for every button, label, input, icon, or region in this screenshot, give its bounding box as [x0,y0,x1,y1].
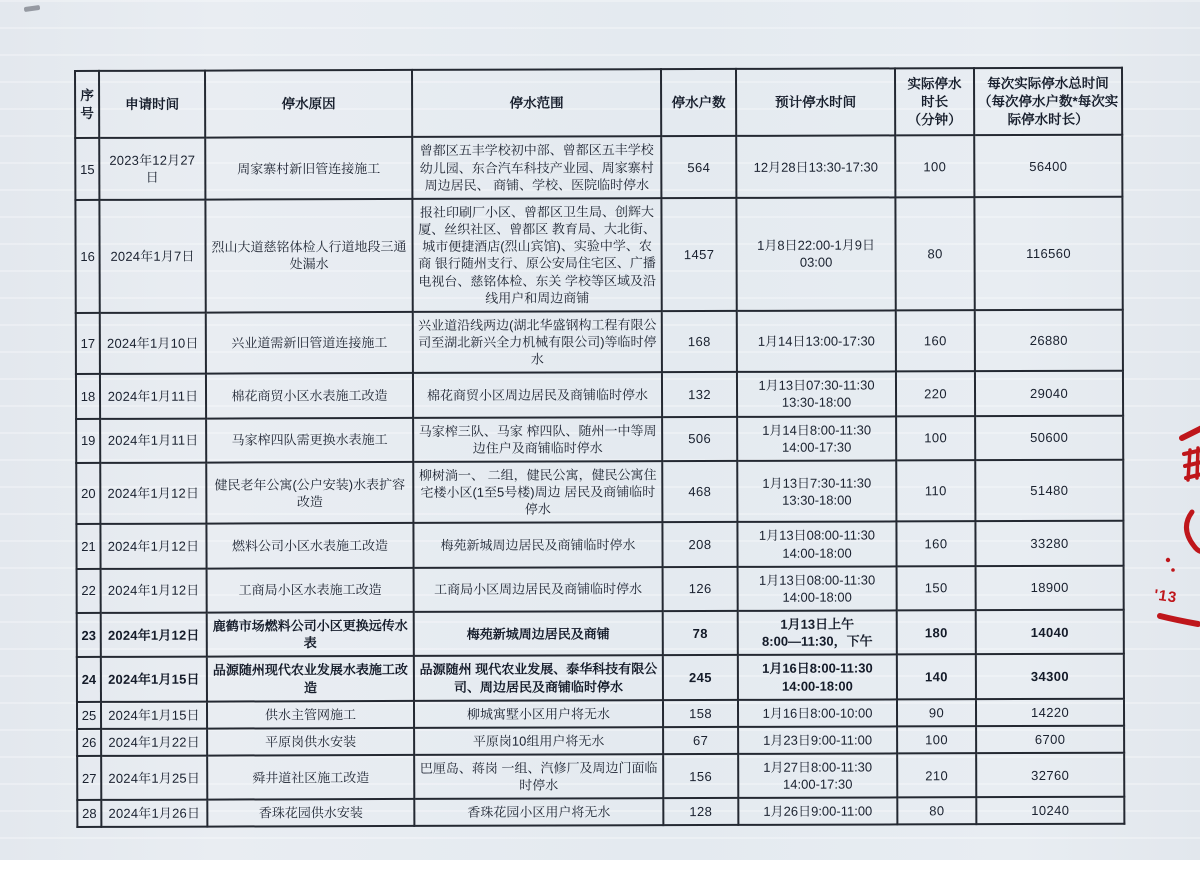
cell-total: 32760 [976,753,1124,798]
cell-duration: 100 [897,726,976,753]
cell-scope: 曾都区五丰学校初中部、曾都区五丰学校幼儿园、东合汽车科技产业园、周家寨村周边居民、 商铺、学校、医院临时停水 [412,137,661,199]
cell-no: 18 [76,374,100,418]
cell-no: 19 [76,419,100,463]
cell-planned: 1月13日08:00-11:30 14:00-18:00 [737,522,896,567]
cell-households: 564 [661,136,736,198]
cell-no: 15 [75,138,99,200]
cell-no: 25 [77,702,101,729]
cell-total: 29040 [975,371,1123,416]
column-header-duration: 实际停水 时长 （分钟） [895,68,974,136]
cell-households: 156 [663,754,738,799]
water-outage-table [74,67,1125,829]
cell-applied: 2024年1月22日 [101,728,207,755]
cell-applied: 2024年1月15日 [101,701,207,728]
cell-duration: 160 [896,310,975,372]
cell-total: 10240 [976,797,1124,825]
cell-applied: 2024年1月11日 [100,374,206,419]
cell-duration: 80 [897,797,976,824]
cell-total: 33280 [975,521,1123,566]
cell-households: 506 [662,417,737,462]
cell-no: 16 [75,200,99,313]
cell-reason: 平原岗供水安装 [207,728,414,756]
cell-duration: 150 [897,566,976,611]
scan-artifact-speck [24,5,41,12]
cell-planned: 1月16日8:00-10:00 [738,699,897,727]
cell-no: 23 [77,613,101,657]
red-ink-strokes [1140,420,1200,660]
cell-total: 56400 [974,135,1122,197]
red-ink-annotation [1140,420,1200,660]
cell-duration: 160 [896,522,975,567]
cell-applied: 2024年1月12日 [101,568,207,613]
cell-duration: 140 [897,655,976,700]
table-row [77,797,1124,827]
cell-total: 34300 [976,654,1124,699]
cell-applied: 2024年1月15日 [101,657,207,702]
cell-reason: 健民老年公寓(公户安装)水表扩容改造 [206,462,413,524]
cell-households: 468 [662,461,737,523]
cell-no: 21 [76,524,100,568]
cell-applied: 2024年1月12日 [100,463,206,525]
cell-scope: 香珠花园小区用户将无水 [414,798,663,826]
cell-applied: 2024年1月25日 [101,756,207,801]
cell-households: 208 [662,522,737,567]
table-row [76,460,1123,525]
cell-total: 51480 [975,460,1123,522]
column-header-households: 停水户数 [661,69,736,137]
cell-households: 158 [663,700,738,727]
cell-no: 27 [77,756,101,800]
cell-applied: 2024年1月11日 [100,418,206,463]
table-row [75,197,1122,313]
cell-scope: 兴业道沿线两边(湖北华盛钢构工程有限公司至湖北新兴全力机械有限公司)等临时停水 [413,311,662,373]
cell-planned: 1月13日上午 8:00—11:30，下午 [738,610,897,655]
table-row [77,698,1124,728]
cell-households: 1457 [661,198,736,311]
cell-duration: 80 [895,197,974,310]
table-row [77,753,1124,801]
cell-scope: 棉花商贸小区周边居民及商铺临时停水 [413,372,662,417]
cell-scope: 梅苑新城周边居民及商铺临时停水 [413,523,662,568]
cell-reason: 香珠花园供水安装 [207,799,414,827]
cell-duration: 180 [897,610,976,655]
cell-reason: 供水主管网施工 [207,701,414,729]
cell-households: 67 [663,727,738,754]
cell-total: 50600 [975,415,1123,460]
cell-total: 14040 [976,610,1124,655]
cell-households: 168 [662,311,737,373]
cell-planned: 1月8日22:00-1月9日 03:00 [736,197,895,310]
table-row [75,135,1122,200]
cell-no: 28 [77,800,101,827]
cell-no: 22 [77,569,101,613]
cell-no: 24 [77,657,101,701]
table-row [76,310,1123,375]
table-area [74,67,1125,829]
cell-scope: 平原岗10组用户将无水 [414,727,663,755]
cell-planned: 1月13日08:00-11:30 14:00-18:00 [738,566,897,611]
cell-reason: 燃料公司小区水表施工改造 [206,523,413,568]
cell-households: 78 [663,611,738,656]
cell-planned: 1月14日8:00-11:30 14:00-17:30 [737,416,896,461]
red-ink-text: '13 [1152,586,1179,607]
cell-duration: 210 [897,753,976,798]
cell-applied: 2024年1月7日 [99,199,205,312]
table-row [77,610,1124,658]
cell-duration: 100 [895,136,974,198]
cell-reason: 鹿鹤市场燃料公司小区更换远传水表 [207,612,414,657]
cell-reason: 烈山大道慈铭体检人行道地段三通处漏水 [205,199,412,313]
table-row [76,415,1123,463]
cell-planned: 1月26日9:00-11:00 [738,798,897,826]
table-row [77,726,1124,756]
cell-total: 26880 [975,310,1123,372]
cell-applied: 2024年1月12日 [101,613,207,658]
cell-duration: 90 [897,699,976,726]
cell-duration: 220 [896,371,975,416]
column-header-no: 序号 [75,71,99,139]
table-row [77,654,1124,702]
cell-no: 20 [76,463,100,525]
column-header-total: 每次实际停水总时间（每次停水户数*每次实际停水时长） [974,68,1122,136]
cell-total: 6700 [976,726,1124,754]
cell-scope: 柳树淌一、 二组，健民公寓，健民公寓住宅楼小区(1至5号楼)周边 居民及商铺临时停水 [413,461,662,523]
cell-applied: 2024年1月10日 [100,312,206,374]
cell-scope: 工商局小区周边居民及商铺临时停水 [414,567,663,612]
table-row [76,371,1123,419]
cell-total: 14220 [976,698,1124,726]
cell-scope: 柳城寓墅小区用户将无水 [414,700,663,728]
cell-planned: 1月13日7:30-11:30 13:30-18:00 [737,460,896,522]
cell-reason: 兴业道需新旧管道连接施工 [206,312,413,374]
cell-no: 17 [76,313,100,375]
cell-reason: 棉花商贸小区水表施工改造 [206,373,413,418]
cell-scope: 梅苑新城周边居民及商铺 [414,611,663,656]
table-row [76,521,1123,569]
cell-households: 245 [663,655,738,700]
cell-planned: 1月13日07:30-11:30 13:30-18:00 [737,372,896,417]
cell-scope: 报社印刷厂小区、曾都区卫生局、创辉大厦、丝织社区、曾都区 教育局、大北街、城市便捷酒店(烈山宾馆)、实验中学、农商 银行随州支行、原公安局住宅区、广播电视台、慈铭体检、东关 学校等区域及沿线用户和周边商铺 [412,198,661,312]
cell-planned: 1月27日8:00-11:30 14:00-17:30 [738,753,897,798]
cell-applied: 2024年1月12日 [100,524,206,569]
cell-no: 26 [77,729,101,756]
cell-planned: 1月23日9:00-11:00 [738,726,897,754]
cell-households: 132 [662,372,737,417]
table-header-row [75,68,1122,139]
cell-reason: 周家寨村新旧管连接施工 [205,137,412,199]
column-header-reason: 停水原因 [205,70,412,138]
cell-planned: 1月14日13:00-17:30 [737,310,896,372]
cell-duration: 100 [896,416,975,461]
cell-total: 18900 [976,565,1124,610]
cell-applied: 2023年12月27日 [99,138,205,200]
cell-planned: 1月16日8:00-11:30 14:00-18:00 [738,655,897,700]
column-header-planned: 预计停水时间 [736,68,895,136]
cell-households: 128 [663,798,738,825]
cell-households: 126 [663,567,738,612]
cell-scope: 巴厘岛、蒋岗 一组、汽修厂及周边门面临时停水 [414,754,663,799]
cell-planned: 12月28日13:30-17:30 [736,136,895,198]
cell-scope: 品源随州 现代农业发展、泰华科技有限公司、周边居民及商铺临时停水 [414,655,663,700]
cell-reason: 品源随州现代农业发展水表施工改造 [207,656,414,701]
cell-reason: 马家榨四队需更换水表施工 [206,418,413,463]
cell-reason: 舜井道社区施工改造 [207,755,414,800]
cell-reason: 工商局小区水表施工改造 [207,568,414,613]
table-row [77,565,1124,613]
cell-duration: 110 [896,460,975,522]
cell-applied: 2024年1月26日 [101,800,207,827]
cell-scope: 马家榨三队、马家 榨四队、随州一中等周边住户及商铺临时停水 [413,417,662,462]
column-header-scope: 停水范围 [412,69,661,137]
column-header-applied: 申请时间 [99,71,205,139]
cell-total: 116560 [974,197,1122,310]
